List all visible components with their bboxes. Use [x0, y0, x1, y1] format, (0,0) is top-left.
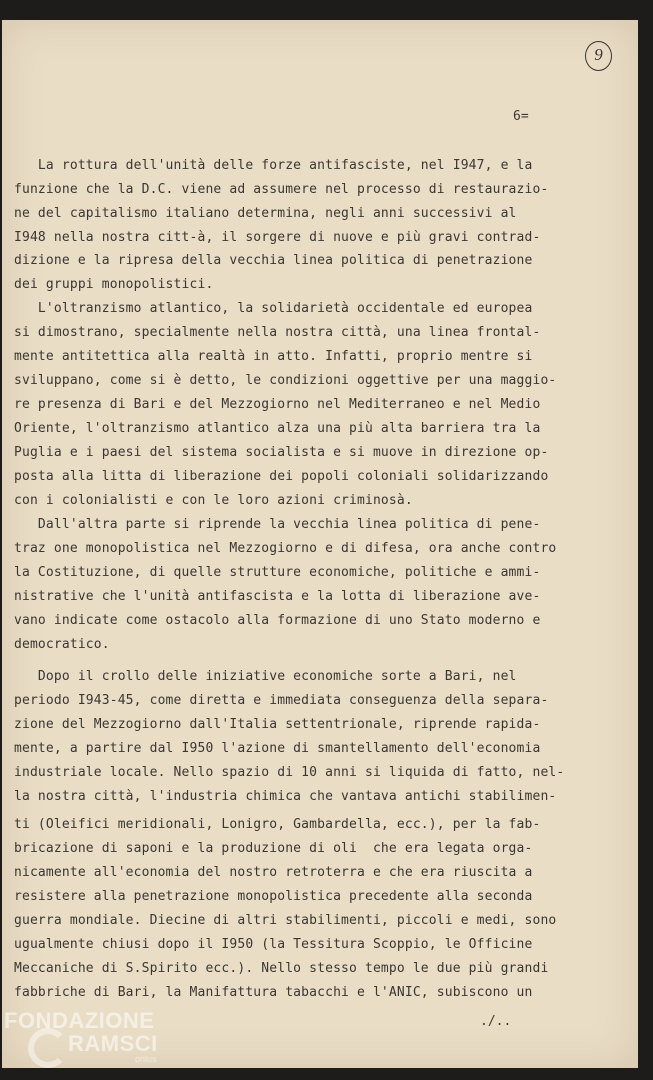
text-line: la nostra città, l'industria chimica che vantava antichi stabilimen-	[14, 789, 557, 804]
fondazione-gramsci-watermark	[4, 1008, 164, 1078]
text-line: ti (Oleifici meridionali, Lonigro, Gambardella, ecc.), per la fab-	[14, 817, 541, 832]
text-line: La rottura dell'unità delle forze antifasciste, nel I947, e la	[14, 158, 533, 173]
page-number: 6=	[513, 109, 529, 124]
text-line: nicamente all'economia del nostro retroterra e che era riuscita a	[14, 865, 533, 880]
archive-number-stamp: 9	[585, 41, 612, 71]
text-line: con i colonialisti e con le loro azioni criminosà.	[14, 493, 413, 508]
text-line: Dopo il crollo delle iniziative economiche sorte a Bari, nel	[14, 669, 517, 684]
watermark-line2: RAMSCI	[68, 1031, 158, 1056]
text-line: nistrative che l'unità antifascista e la lotta di liberazione ave-	[14, 589, 541, 604]
text-line: Oriente, l'oltranzismo atlantico alza una più alta barriera tra la	[14, 421, 541, 436]
text-line: ne del capitalismo italiano determina, negli anni successivi al	[14, 206, 517, 221]
text-line: L'oltranzismo atlantico, la solidarietà occidentale ed europea	[14, 301, 533, 316]
continuation-mark: ./..	[480, 1014, 512, 1029]
text-line: dei gruppi monopolistici.	[14, 277, 214, 292]
text-line: fabbriche di Bari, la Manifattura tabacchi e l'ANIC, subiscono un	[14, 985, 533, 1000]
text-line: la Costituzione, di quelle strutture economiche, politiche e ammi-	[14, 565, 541, 580]
text-line: periodo I943-45, come diretta e immediata conseguenza della separa-	[14, 693, 549, 708]
text-line: guerra mondiale. Diecine di altri stabilimenti, piccoli e medi, sono	[14, 913, 557, 928]
text-line: industriale locale. Nello spazio di 10 anni si liquida di fatto, nel-	[14, 765, 565, 780]
text-line: zione del Mezzogiorno dall'Italia settentrionale, riprende rapida-	[14, 717, 541, 732]
page-edge-shadow	[638, 20, 653, 1080]
watermark-line1: FONDAZIONE	[4, 1008, 155, 1033]
text-line: I948 nella nostra citt-à, il sorgere di nuove e più gravi contrad-	[14, 230, 541, 245]
text-line: dizione e la ripresa della vecchia linea politica di penetrazione	[14, 253, 533, 268]
watermark-suffix: onlus	[135, 1054, 157, 1064]
text-line: Dall'altra parte si riprende la vecchia linea politica di pene-	[14, 517, 541, 532]
text-line: traz one monopolistica nel Mezzogiorno e di difesa, ora anche contro	[14, 541, 557, 556]
text-line: Meccaniche di S.Spirito ecc.). Nello stesso tempo le due più grandi	[14, 961, 549, 976]
text-line: bricazione di saponi e la produzione di oli che era legata orga-	[14, 841, 533, 856]
text-line: vano indicate come ostacolo alla formazione di uno Stato moderno e	[14, 613, 541, 628]
text-line: sviluppano, come si è detto, le condizioni oggettive per una maggio-	[14, 373, 557, 388]
text-line: posta alla litta di liberazione dei popoli coloniali solidarizzando	[14, 469, 549, 484]
text-line: ugualmente chiusi dopo il I950 (la Tessitura Scoppio, le Officine	[14, 937, 533, 952]
text-line: resistere alla penetrazione monopolistica precedente alla seconda	[14, 889, 533, 904]
text-line: mente, a partire dal I950 l'azione di smantellamento dell'economia	[14, 741, 541, 756]
text-line: mente antitettica alla realtà in atto. Infatti, proprio mentre si	[14, 349, 533, 364]
text-line: funzione che la D.C. viene ad assumere nel processo di restaurazio-	[14, 182, 549, 197]
text-line: democratico.	[14, 637, 110, 652]
text-line: re presenza di Bari e del Mezzogiorno nel Mediterraneo e nel Medio	[14, 397, 541, 412]
watermark-g-icon	[28, 1028, 68, 1068]
text-line: Puglia e i paesi del sistema socialista e si muove in direzione op-	[14, 445, 549, 460]
text-line: si dimostrano, specialmente nella nostra città, una linea frontal-	[14, 325, 541, 340]
